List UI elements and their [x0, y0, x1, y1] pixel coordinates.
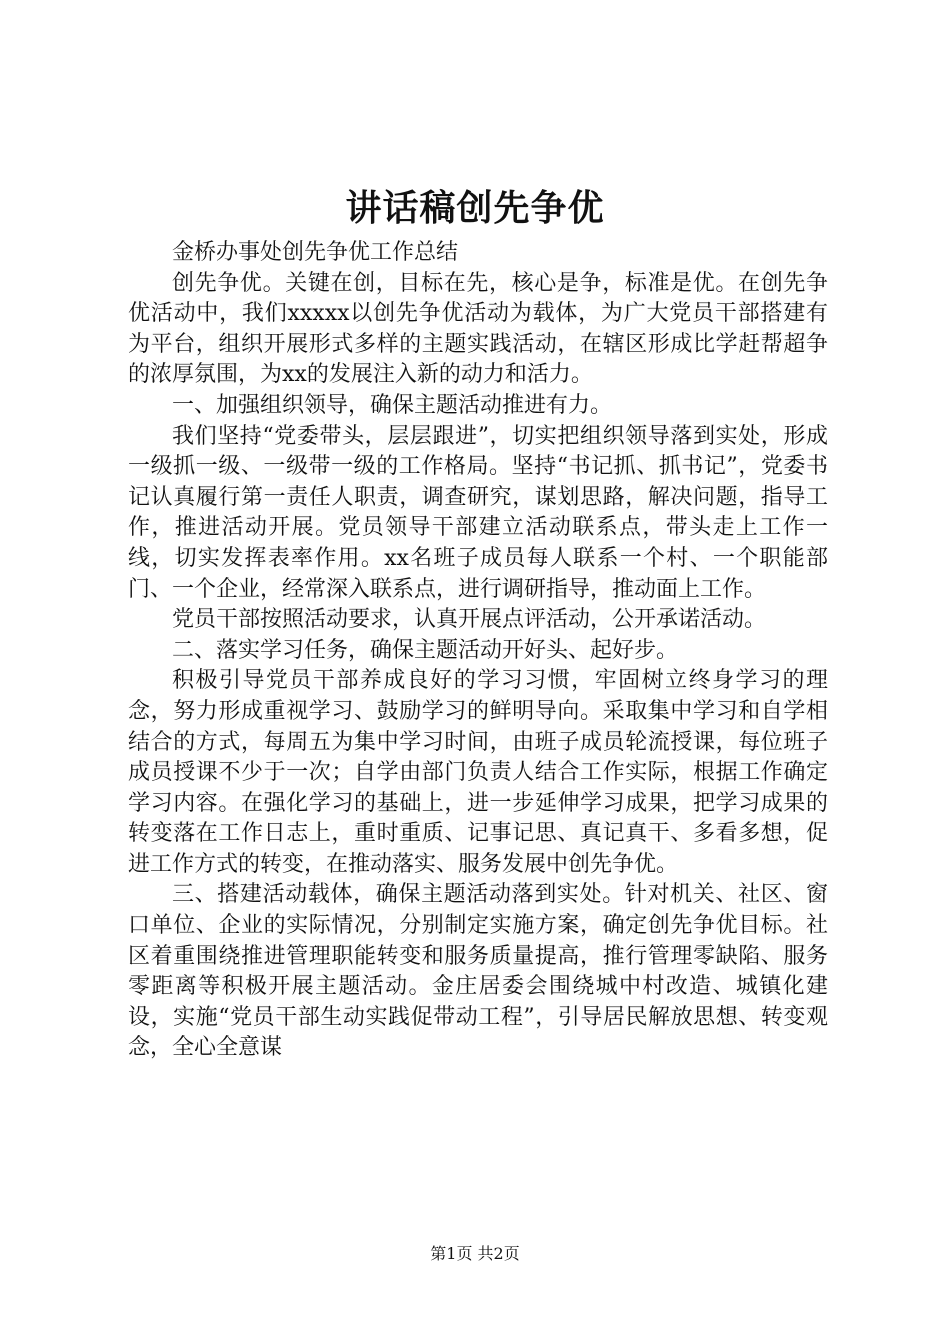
paragraph-subtitle: 金桥办事处创先争优工作总结	[172, 240, 459, 265]
paragraph-section-1: 我们坚持“党委带头，层层跟进”，切实把组织领导落到实处，形成一级抓一级、一级带一级的工作格局。坚持“书记抓、抓书记”，党委书记认真履行第一责任人职责，调查研究，谋划思路，解决问题，指导工作，推进活动开展。党员领导干部建立活动联系点，带头走上工作一线，切实发挥表率作用。xx名班子成员每人联系一个村、一个职能部门、一个企业，经常深入联系点，进行调研指导，推动面上工作。	[128, 423, 828, 602]
paragraph-intro: 创先争优。关键在创，目标在先，核心是争，标准是优。在创先争优活动中，我们xxxxx以创先争优活动为载体，为广大党员干部搭建有为平台，组织开展形式多样的主题实践活动，在辖区形成比学赶帮超争的浓厚氛围，为xx的发展注入新的动力和活力。	[128, 270, 828, 388]
section-heading-2: 二、落实学习任务，确保主题活动开好头、起好步。	[172, 637, 679, 663]
paragraph-section-1-note: 党员干部按照活动要求，认真开展点评活动，公开承诺活动。	[172, 607, 767, 633]
document-title: 讲话稿创先争优	[345, 187, 605, 229]
page-footer: 第1页 共2页	[430, 1244, 520, 1263]
paragraph-section-3: 三、搭建活动载体，确保主题活动落到实处。针对机关、社区、窗口单位、企业的实际情况，分别制定实施方案，确定创先争优目标。社区着重围绕推进管理职能转变和服务质量提高，推行管理零缺陷、服务零距离等积极开展主题活动。金庄居委会围绕城中村改造、城镇化建设，实施“党员干部生动实践促带动工程”，引导居民解放思想、转变观念，全心全意谋	[128, 882, 828, 1061]
document-body	[128, 238, 828, 1064]
paragraph-section-2: 积极引导党员干部养成良好的学习习惯，牢固树立终身学习的理念，努力形成重视学习、鼓励学习的鲜明导向。采取集中学习和自学相结合的方式，每周五为集中学习时间，由班子成员轮流授课，每位班子成员授课不少于一次；自学由部门负责人结合工作实际，根据工作确定学习内容。在强化学习的基础上，进一步延伸学习成果，把学习成果的转变落在工作日志上，重时重质、记事记思、真记真干、多看多想，促进工作方式的转变，在推动落实、服务发展中创先争优。	[128, 668, 828, 877]
section-heading-1: 一、加强组织领导，确保主题活动推进有力。	[172, 392, 613, 418]
